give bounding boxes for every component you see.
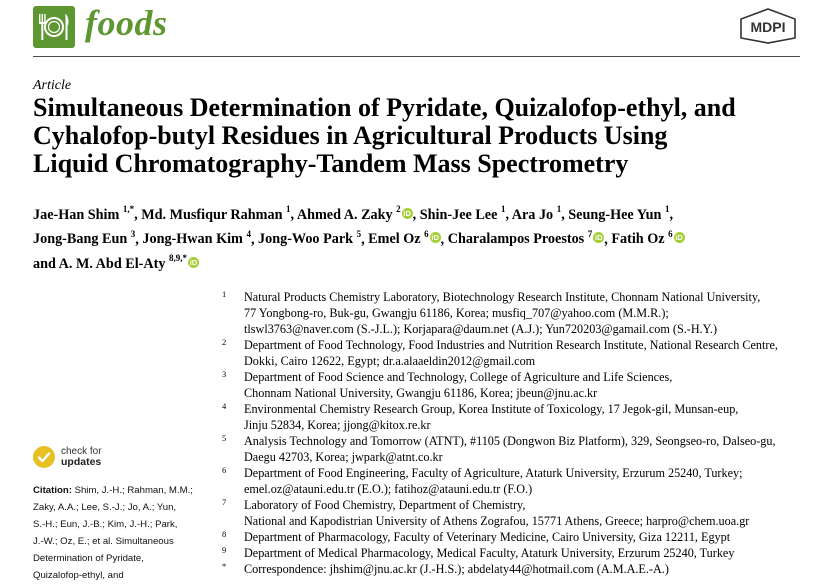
affiliation-number: 1 (222, 289, 227, 299)
affiliation-number: 4 (222, 401, 227, 411)
affiliation (222, 545, 822, 561)
affiliation-line: Dokki, Cairo 12622, Egypt; dr.a.alaaeldin2012@gmail.com (244, 354, 536, 368)
affiliation (222, 289, 822, 337)
author-line: Jong-Bang Eun $^3$, Jong-Hwan Kim $^4$, Jong-Woo Park $^5$, Emel Oz $^6$ iD , Charalampos Proestos $^7$ iD , Fatih Oz $^6$ iD (33, 228, 683, 248)
affiliation-line: 77 Yongbong-ro, Buk-gu, Gwangju 61186, Korea; musfiq_707@yahoo.com (M.M.R.); (244, 306, 669, 320)
citation-label: Citation: (33, 485, 72, 496)
affiliation-line: Department of Pharmacology, Faculty of Veterinary Medicine, Cairo University, Giza 12211, Egypt (244, 530, 731, 544)
affiliation-number: 3 (222, 369, 227, 379)
affiliation-line: Department of Food Engineering, Faculty of Agriculture, Ataturk University, Erzurum 25240, Turkey; (244, 466, 743, 480)
affiliation-line: tlswl3763@naver.com (S.-J.L.); Korjapara@daum.net (A.J.); Yun720203@gamail.com (S.-H.Y.) (244, 322, 718, 336)
checkmark-icon (33, 446, 55, 468)
title-line: Simultaneous Determination of Pyridate, Quizalofop-ethyl, and (33, 93, 736, 122)
check-for-updates-button[interactable] (33, 446, 102, 468)
header-divider (33, 56, 800, 57)
plate-cutlery-icon (37, 12, 71, 42)
affiliation-line: Laboratory of Food Chemistry, Department of Chemistry, (244, 498, 526, 512)
author[interactable]: Fatih Oz $^6$ iD (611, 228, 683, 248)
orcid-icon[interactable]: iD (403, 208, 411, 218)
article-title (33, 94, 808, 178)
citation-block (33, 482, 211, 584)
author[interactable]: Shin-Jee Lee $^1$ (419, 204, 506, 223)
affiliation-line: Jinju 52834, Korea; jjong@kitox.re.kr (244, 418, 431, 432)
author[interactable]: Jong-Woo Park $^5$ (258, 228, 362, 248)
author[interactable]: Jong-Bang Eun $^3$ (33, 228, 136, 248)
affiliation-line: National and Kapodistrian University of Athens Zografou, 15771 Athens, Greece; harpro@chem.uoa.gr (244, 514, 750, 528)
citation-line: J.-W.; Oz, E.; et al. Simultaneous (33, 536, 174, 547)
author-list (33, 200, 813, 274)
title-line: Liquid Chromatography-Tandem Mass Spectrometry (33, 149, 629, 178)
affiliation-number: 8 (222, 529, 227, 539)
citation-line: Determination of Pyridate, (33, 553, 144, 564)
citation-line: Citation: Shim, J.-H.; Rahman, M.M.; (33, 485, 193, 496)
author-line (33, 249, 813, 274)
citation-line: Quizalofop-ethyl, and (33, 570, 124, 581)
affiliation-line: Department of Food Science and Technology, College of Agriculture and Life Sciences, (244, 370, 673, 384)
check-for-updates-label: check for updates (61, 446, 102, 468)
affiliation-line: Daegu 42703, Korea; jwpark@atnt.co.kr (244, 450, 443, 464)
affiliation-number: 9 (222, 545, 227, 555)
check-for-updates-icon (33, 446, 55, 468)
affiliation-line: emel.oz@atauni.edu.tr (E.O.); fatihoz@atauni.edu.tr (F.O.) (244, 482, 533, 496)
journal-logo-icon (33, 6, 75, 48)
affiliation (222, 369, 822, 401)
affiliation (222, 337, 822, 369)
author[interactable]: Emel Oz $^6$ iD (368, 228, 439, 248)
affiliation-number: 7 (222, 497, 227, 507)
title-line: Cyhalofop-butyl Residues in Agricultural Products Using (33, 121, 668, 150)
journal-name: foods (85, 3, 168, 43)
citation-line: S.-H.; Eun, J.-B.; Kim, J.-H.; Park, (33, 519, 178, 530)
affiliation-number: 6 (222, 465, 227, 475)
author[interactable]: and A. M. Abd El-Aty $^{8,9,*}$ iD (33, 253, 198, 273)
author[interactable]: Md. Musfiqur Rahman $^1$ (141, 204, 291, 223)
author[interactable]: Ahmed A. Zaky $^2$ iD (296, 204, 411, 223)
affiliation (222, 529, 822, 545)
correspondence (222, 561, 822, 577)
affiliation (222, 497, 822, 529)
affiliation-line: Chonnam National University, Gwangju 61186, Korea; jbeun@jnu.ac.kr (244, 386, 598, 400)
affiliation-line: Department of Food Technology, Food Industries and Nutrition Research Institute, National Research Centre, (244, 338, 778, 352)
author[interactable]: Charalampos Proestos $^7$ iD (447, 228, 603, 248)
orcid-icon[interactable]: iD (675, 233, 683, 243)
author[interactable]: Jae-Han Shim $^{1,*}$ (33, 204, 135, 223)
author[interactable]: Ara Jo $^1$ (511, 204, 562, 223)
author[interactable]: Seung-Hee Yun $^1$ (568, 204, 670, 223)
affiliation (222, 465, 822, 497)
affiliation-line: Department of Medical Pharmacology, Medical Faculty, Ataturk University, Erzurum 25240, Turkey (244, 546, 735, 560)
orcid-icon[interactable]: iD (431, 233, 439, 243)
citation-line: Zaky, A.A.; Lee, S.-J.; Jo, A.; Yun, (33, 502, 177, 513)
mdpi-logo-icon (737, 8, 799, 44)
orcid-icon[interactable]: iD (595, 233, 603, 243)
affiliations (222, 289, 822, 577)
affiliation-line: Analysis Technology and Tomorrow (ATNT), #1105 (Dongwon Biz Platform), 329, Seongseo-ro, Dalseo-gu, (244, 434, 776, 448)
orcid-icon[interactable]: iD (189, 258, 198, 268)
affiliation (222, 433, 822, 465)
article-type: Article (33, 78, 72, 93)
affiliation (222, 401, 822, 433)
affiliation-number: 5 (222, 433, 227, 443)
author-line: Jae-Han Shim $^{1,*}$, Md. Musfiqur Rahman $^1$, Ahmed A. Zaky $^2$ iD , Shin-Jee Lee $^1$, Ara Jo $^1$, Seung-Hee Yun $^1$, (33, 204, 674, 223)
affiliation-line: Environmental Chemistry Research Group, Korea Institute of Toxicology, 17 Jegok-gil, Munsan-eup, (244, 402, 739, 416)
affiliation-number: 2 (222, 337, 227, 347)
affiliation-line: Correspondence: jhshim@jnu.ac.kr (J.-H.S.); abdelaty44@hotmail.com (A.M.A.E.-A.) (244, 562, 669, 576)
affiliation-number: * (222, 561, 227, 571)
author[interactable]: Jong-Hwan Kim $^4$ (142, 228, 251, 248)
mdpi-logo-text: MDPI (750, 19, 786, 35)
affiliation-line: Natural Products Chemistry Laboratory, Biotechnology Research Institute, Chonnam National University, (244, 290, 761, 304)
